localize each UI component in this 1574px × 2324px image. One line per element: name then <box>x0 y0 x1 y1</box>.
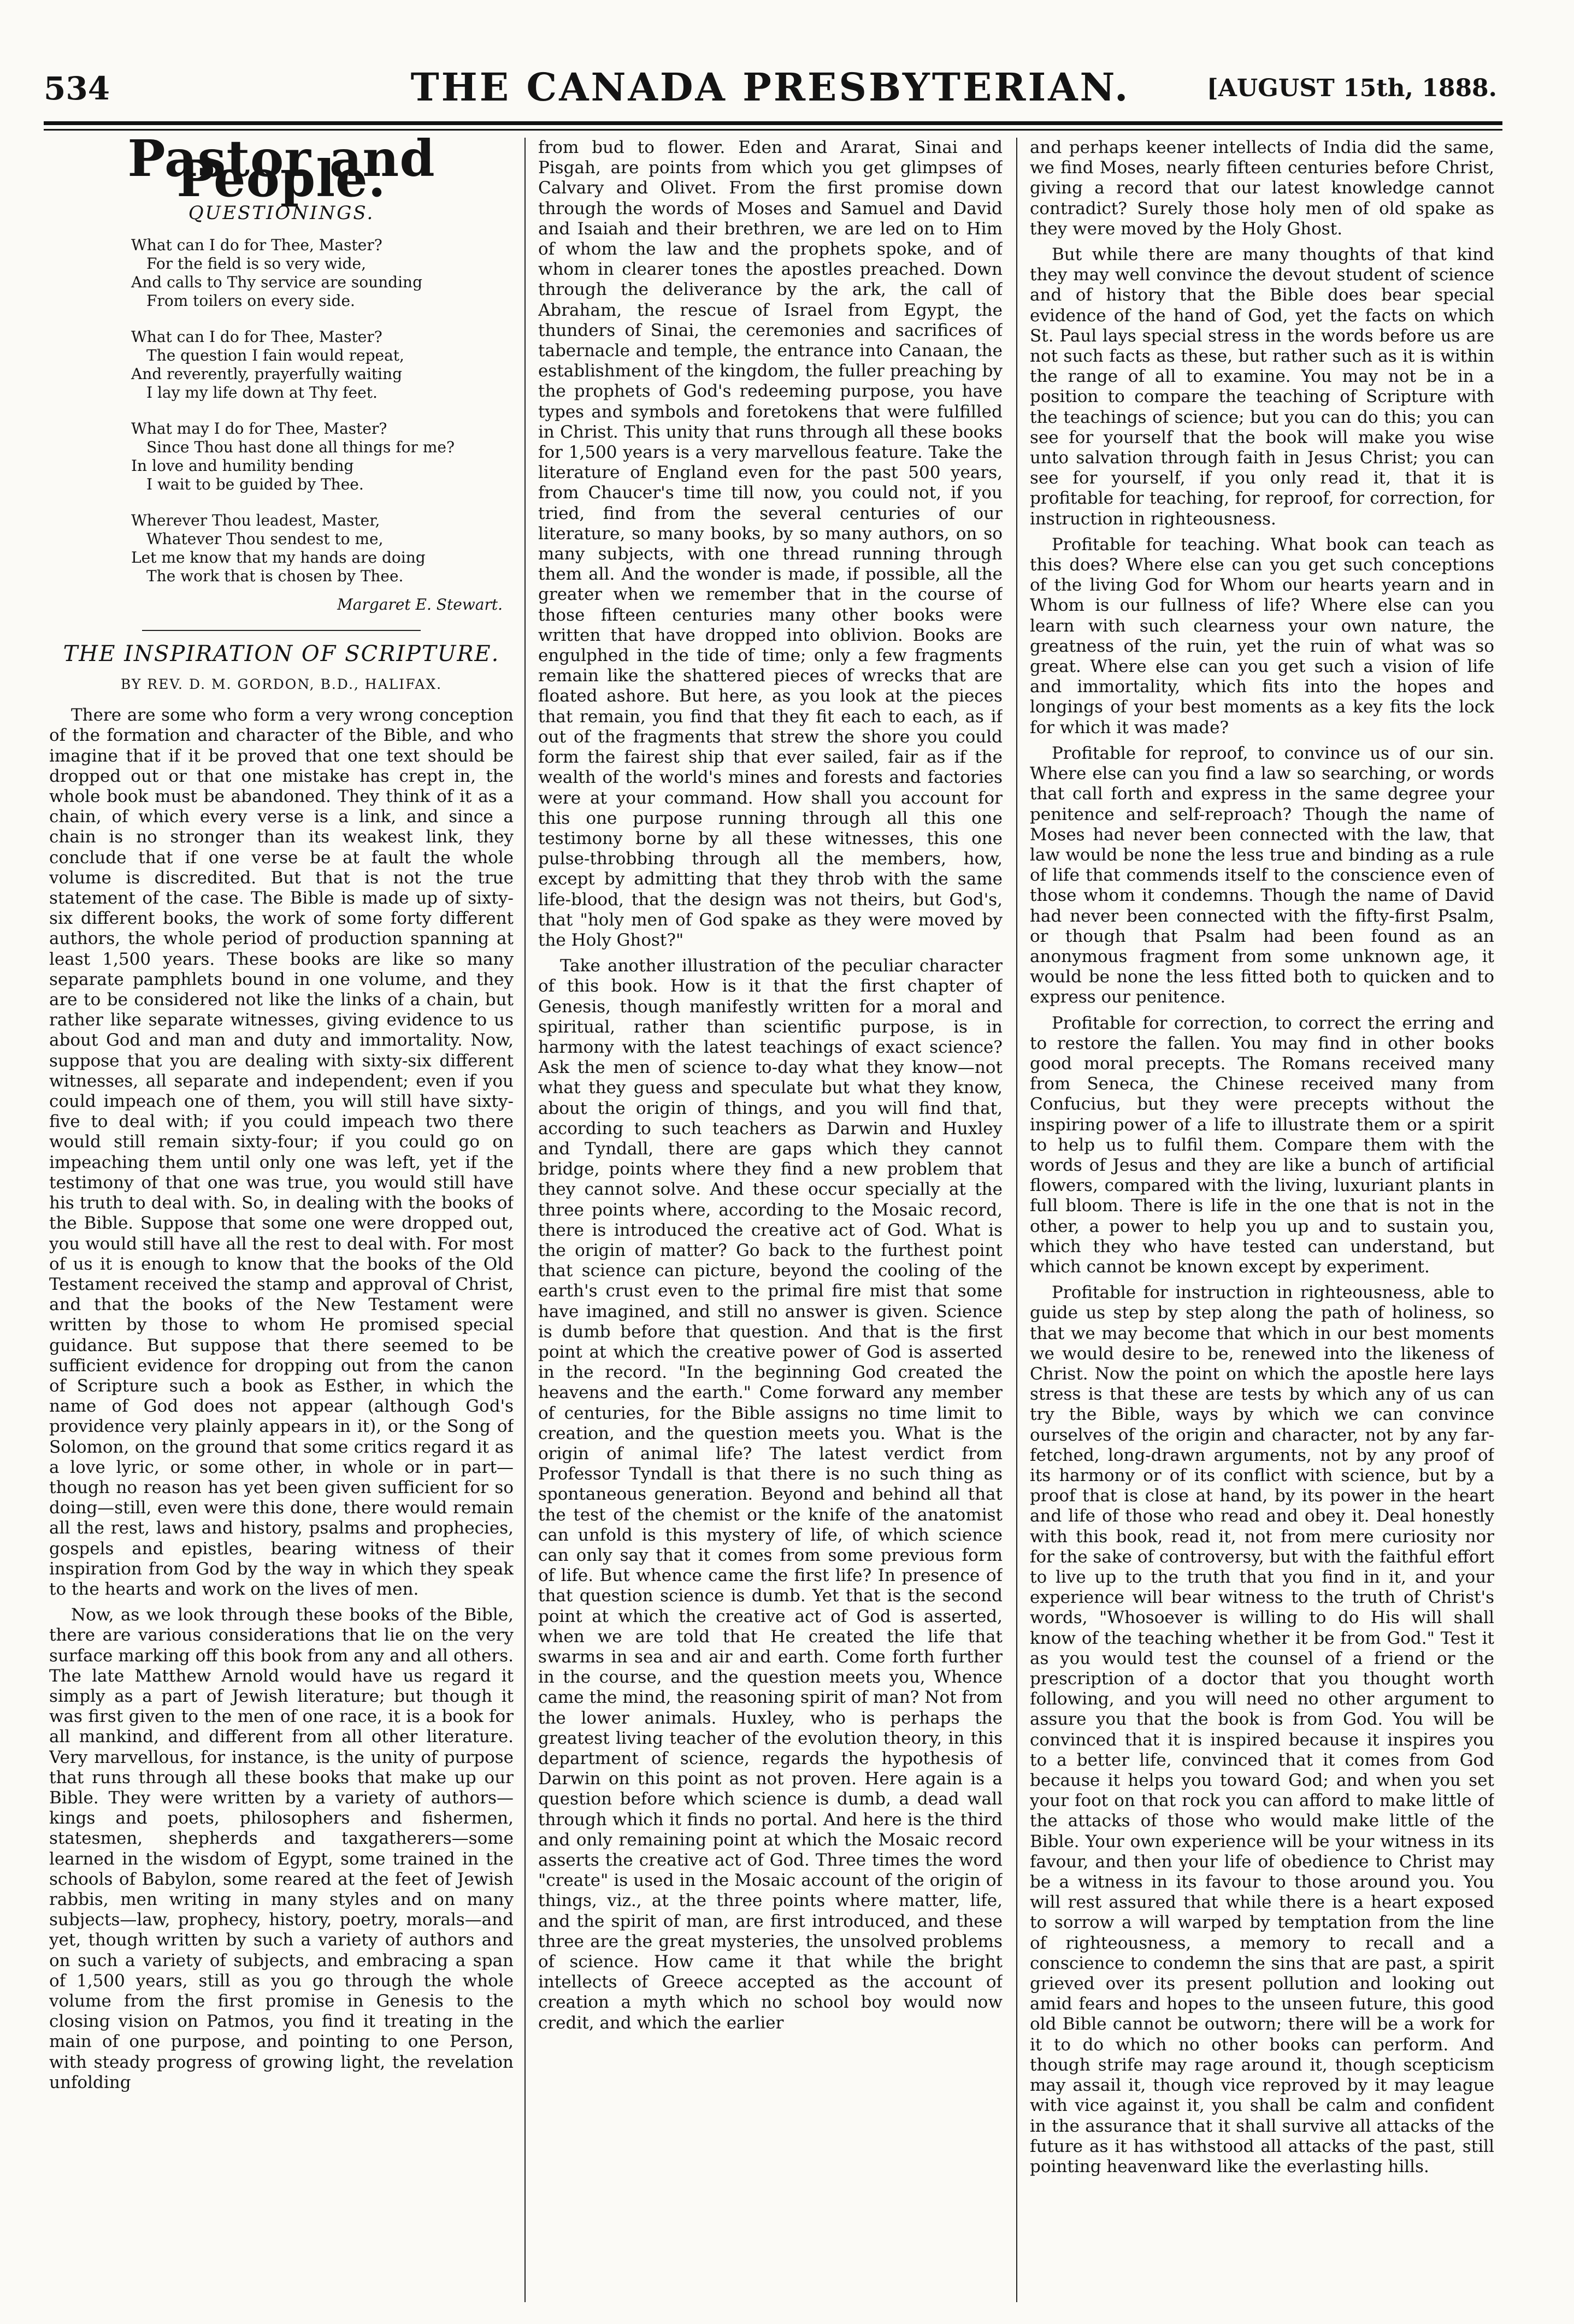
header-rule-thin <box>44 129 1502 131</box>
poem-line: The work that is chosen by Thee. <box>146 567 404 585</box>
article-title: THE INSPIRATION OF SCRIPTURE. <box>63 641 500 666</box>
poem-title: QUESTIONINGS. <box>188 202 375 225</box>
poem-line: Let me know that my hands are doing <box>131 548 426 567</box>
masthead <box>44 64 1497 146</box>
poem-line: Whatever Thou sendest to me, <box>146 529 384 548</box>
column-3 <box>1030 138 1494 2302</box>
article-paragraph: Now, as we look through these books of the Bible, there are various considerations that lie on the very surface marking off this book from any and all others. The late Matthew Arnold would have us regard it simply as a part of Jewish literature; but though it was first given to the men of one race, it is a book for all mankind, and different from all other literature. Very marvellous, for instance, is the unity of purpose that runs through all these books that make up our Bible. They were written by a variety of authors—kings and poets, philosophers and fishermen, statesmen, shepherds and taxgatherers—some learned in the wisdom of Egypt, some trained in the schools of Babylon, some reared at the feet of Jewish rabbis, men writing in many styles and on many subjects—law, prophecy, history, poetry, morals—and yet, though written by such a variety of authors and on such a variety of subjects, and embracing a span of 1,500 years, still as you go through the whole volume from the first promise in Genesis to the closing vision on Patmos, you find it treating in the main of one purpose, and pointing to one Person, with steady progress of growing light, the revelation unfolding <box>49 1605 514 2092</box>
article-byline: BY REV. D. M. GORDON, B.D., HALIFAX. <box>120 676 443 693</box>
section-title: Pastor and People. <box>127 138 435 209</box>
poem-author: Margaret E. Stewart. <box>337 595 503 614</box>
poem-line: And reverently, prayerfully waiting <box>131 364 403 383</box>
poem-line: I lay my life down at Thy feet. <box>146 383 378 402</box>
poem-line: I wait to be guided by Thee. <box>146 475 364 493</box>
column-1 <box>49 138 514 2302</box>
article-paragraph: Profitable for teaching. What book can teach as this does? Where else can you get such conceptions of the living God for Whom our hearts yearn and in Whom is our fullness of life? Where else can you learn with such clearness your own nature, the greatness of the ruin, yet the ruin of what was so great. Where else can you get such a vision of life and immortality, which fits into the hopes and longings of your best moments as a key fits the lock for which it was made? <box>1030 534 1494 738</box>
article-paragraph: Profitable for reproof, to convince us of our sin. Where else can you find a law so searching, or words that call forth and express in the same degree your penitence and self-reproach? Though the name of Moses had never been connected with the law, that law would be none the less true and binding as a rule of life that commends itself to the conscience even of those whom it condemns. Though the name of David had never been connected with the fifty-first Psalm, or though that Psalm had been found as an anonymous fragment from some unknown age, it would be none the less fitted both to quicken and to express our penitence. <box>1030 743 1494 1007</box>
poem-line: From toilers on every side. <box>146 291 355 310</box>
column-divider <box>524 138 526 2302</box>
poem-stanza <box>131 511 514 586</box>
issue-date: [AUGUST 15th, 1888. <box>1206 74 1497 102</box>
poem-stanza <box>131 328 514 402</box>
poem-line: The question I fain would repeat, <box>146 346 404 364</box>
column-divider <box>1016 138 1017 2302</box>
poem-line: In love and humility bending <box>131 456 354 475</box>
page-number: 534 <box>44 70 110 107</box>
article-paragraph: But while there are many thoughts of that kind they may well convince the devout student of science and of history that the Bible does bear special evidence of the hand of God, yet the facts on which St. Paul lays special stress in the words before us are not such facts as these, but rather such as it is within the range of all to examine. You may not be in a position to compare the teaching of Scripture with the teachings of science; but you can do this; you can see for yourself that the book will make you wise unto salvation through faith in Jesus Christ; you can see for yourself, if you only read it, that it is profitable for teaching, for reproof, for correction, for instruction in righteousness. <box>1030 245 1494 529</box>
article-paragraph: Profitable for correction, to correct the erring and to restore the fallen. You may find in other books good moral precepts. The Romans received many from Seneca, the Chinese received many from Confucius, but they were precepts without the inspiring power of a life to illustrate them or a spirit to help us to fulfil them. Compare them with the words of Jesus and they are like a bunch of artificial flowers, compared with the living, luxuriant plants in full bloom. There is life in the one that is not in the other, a power to help you up and to sustain you, which they who have tested can understand, but which cannot be known except by experiment. <box>1030 1013 1494 1277</box>
header-rule <box>44 121 1502 125</box>
poem-stanza <box>131 236 514 310</box>
poem-line: Since Thou hast done all things for me? <box>146 438 455 456</box>
newspaper-title: THE CANADA PRESBYTERIAN. <box>410 64 1130 110</box>
article-paragraph: There are some who form a very wrong conception of the formation and character of the Bible, and who imagine that if it be proved that one text should be dropped out or that one mistake has crept in, the whole book must be abandoned. They think of it as a chain, of which every verse is a link, and since a chain is no stronger than its weakest link, they conclude that if one verse be at fault the whole volume is discredited. But that is not the true statement of the case. The Bible is made up of sixty-six different books, the work of some forty different authors, the whole period of production spanning at least 1,500 years. These books are like so many separate pamphlets bound in one volume, and they are to be considered not like the links of a chain, but rather like separate witnesses, giving evidence to us about God and man and duty and immortality. Now, suppose that you are dealing with sixty-six different witnesses, all separate and independent; even if you could impeach one of them, you will still have sixty-five to deal with; if you could impeach two there would still remain sixty-four; if you could go on impeaching them until only one was left, yet if the testimony of that one was true, you would still have his truth to deal with. So, in dealing with the books of the Bible. Suppose that some one were dropped out, you would still have all the rest to deal with. For most of us it is enough to know that the books of the Old Testament received the stamp and approval of Christ, and that the books of the New Testament were written by those to whom He promised special guidance. But suppose that there seemed to be sufficient evidence for dropping out from the canon of Scripture such a book as Esther, in which the name of God does not appear (although God's providence very plainly appears in it), or the Song of Solomon, on the ground that some critics regard it as a love lyric, or some other, in whole or in part—though no reason has yet been given sufficient for so doing—still, even were this done, there would remain all the rest, laws and history, psalms and prophecies, gospels and epistles, bearing witness of their inspiration from God by the way in which they speak to the hearts and work on the lives of men. <box>49 705 514 1599</box>
column-2 <box>538 138 1003 2302</box>
poem-line: What may I do for Thee, Master? <box>131 419 387 438</box>
poem-line: What can I do for Thee, Master? <box>131 235 382 254</box>
article-divider <box>142 630 421 631</box>
poem-stanza <box>131 420 514 494</box>
article-paragraph: from bud to flower. Eden and Ararat, Sinai and Pisgah, are points from which you get glimpses of Calvary and Olivet. From the first promise down through the words of Moses and Samuel and David and Isaiah and their brethren, we are led on to Him of whom the law and the prophets spoke, and of whom in clearer tones the apostles preached. Down through the deliverance by the ark, the call of Abraham, the rescue of Israel from Egypt, the thunders of Sinai, the ceremonies and sacrifices of tabernacle and temple, the entrance into Canaan, the establishment of the kingdom, the fuller preaching by the prophets of God's redeeming purpose, you have types and symbols and foretokens that were fulfilled in Christ. This unity that runs through all these books for 1,500 years is a very marvellous feature. Take the literature of England even for the past 500 years, from Chaucer's time till now, you could not, if you tried, find from the several centuries of our literature, so many books, by so many authors, on so many subjects, with one thread running through them all. And the wonder is made, if possible, all the greater when we remember that in the course of those fifteen centuries many other books were written that have dropped into oblivion. Books are engulphed in the tide of time; only a few fragments remain like the shattered pieces of wrecks that are floated ashore. But here, as you look at the pieces that remain, you find that they fit each to each, as if out of the fragments that strew the shore you could form the fairest ship that ever sailed, fair as if the wealth of the world's mines and forests and factories were at your command. How shall you account for this one purpose running through all this one testimony borne by all these witnesses, this one pulse-throbbing through all the members, how, except by admitting that they throb with the same life-blood, that the design was not theirs, but God's, that "holy men of God spake as they were moved by the Holy Ghost?" <box>538 138 1003 950</box>
article-paragraph: and perhaps keener intellects of India did the same, we find Moses, nearly fifteen centuries before Christ, giving a record that our latest knowledge cannot contradict? Surely those holy men of old spake as they were moved by the Holy Ghost. <box>1030 138 1494 239</box>
poem-line: What can I do for Thee, Master? <box>131 327 382 346</box>
poem-line: For the field is so very wide, <box>146 254 366 273</box>
poem-line: Wherever Thou leadest, Master, <box>131 511 380 529</box>
poem-line: And calls to Thy service are sounding <box>131 273 422 291</box>
article-paragraph: Take another illustration of the peculiar character of this book. How is it that the first chapter of Genesis, though manifestly written for a moral and spiritual, rather than scientific purpose, is in harmony with the latest teachings of exact science? Ask the men of science to-day what they know—not what they guess and speculate but what they know, about the origin of things, and you will find that, according to such teachers as Darwin and Huxley and Tyndall, there are gaps which they cannot bridge, points where they find a new problem that they cannot solve. And these occur specially at the three points where, according to the Mosaic record, there is introduced the creative act of God. What is the origin of matter? Go back to the furthest point that science can picture, beyond the cooling of the earth's crust even to the primal fire mist that some have imagined, and still no answer is given. Science is dumb before that question. And that is the first point at which the creative power of God is asserted in the record. "In the beginning God created the heavens and the earth." Come forward any member of centuries, for the Bible assigns no time limit to creation, and the question meets you. What is the origin of animal life? The latest verdict from Professor Tyndall is that there is no such thing as spontaneous generation. Beyond and behind all that the test of the chemist or the knife of the anatomist can unfold is this mystery of life, of which science can only say that it comes from some previous form of life. But whence came the first life? In presence of that question science is dumb. Yet that is the second point at which the creative act of God is asserted, when we are told that He created the life that swarms in sea and air and earth. Come forth further in the course, and the question meets you, Whence came the mind, the reasoning spirit of man? Not from the lower animals. Huxley, who is perhaps the greatest living teacher of the evolution theory, in this department of science, regards the hypothesis of Darwin on this point as not proven. Here again is a question before which science is dumb, a dead wall through which it finds no portal. And here is the third and only remaining point at which the Mosaic record asserts the creative act of God. Three times the word "create" is used in the Mosaic account of the origin of things, viz., at the three points where matter, life, and the spirit of man, are first introduced, and these three are the great mysteries, the unsolved problems of science. How came it that while the bright intellects of Greece accepted as the account of creation a myth which no school boy would now credit, and which the earlier <box>538 956 1003 2033</box>
article-paragraph: Profitable for instruction in righteousness, able to guide us step by step along the path of holiness, so that we may become that which in our best moments we would desire to be, renewed into the likeness of Christ. Now the point on which the apostle here lays stress is that these are tests by which any of us can try the Bible, ways by which we can convince ourselves of the origin and character, not by any far-fetched, long-drawn arguments, not by any proof of its harmony or of its conflict with science, but by a proof that is close at hand, by its power in the heart and life of those who read and obey it. Deal honestly with this book, read it, not from mere curiosity nor for the sake of controversy, but with the faithful effort to live up to the truth that you find in it, and your experience will bear witness to the truth of Christ's words, "Whosoever is willing to do His will shall know of the teaching whether it be from God." Test it as you would test the counsel of a friend or the prescription of a doctor that you thought worth following, and you will need no other argument to assure you that the book is from God. You will be convinced that it is inspired because it inspires you to a better life, convinced that it comes from God because it helps you toward God; and when you set your foot on that rock you can afford to make little of the attacks of those who would make little of the Bible. Your own experience will be your witness in its favour, and then your life of obedience to Christ may be a witness in its favour to those around you. You will rest assured that while there is a heart exposed to sorrow a will warped by temptation from the line of righteousness, a memory to recall and a conscience to condemn the sins that are past, a spirit grieved over its present pollution and looking out amid fears and hopes to the unseen future, this good old Bible cannot be outworn; there will be a work for it to do which no other books can perform. And though strife may rage around it, though scepticism may assail it, though vice reproved by it may league with vice against it, you shall be calm and confident in the assurance that it shall survive all attacks of the future as it has withstood all attacks of the past, still pointing heavenward like the everlasting hills. <box>1030 1283 1494 2176</box>
